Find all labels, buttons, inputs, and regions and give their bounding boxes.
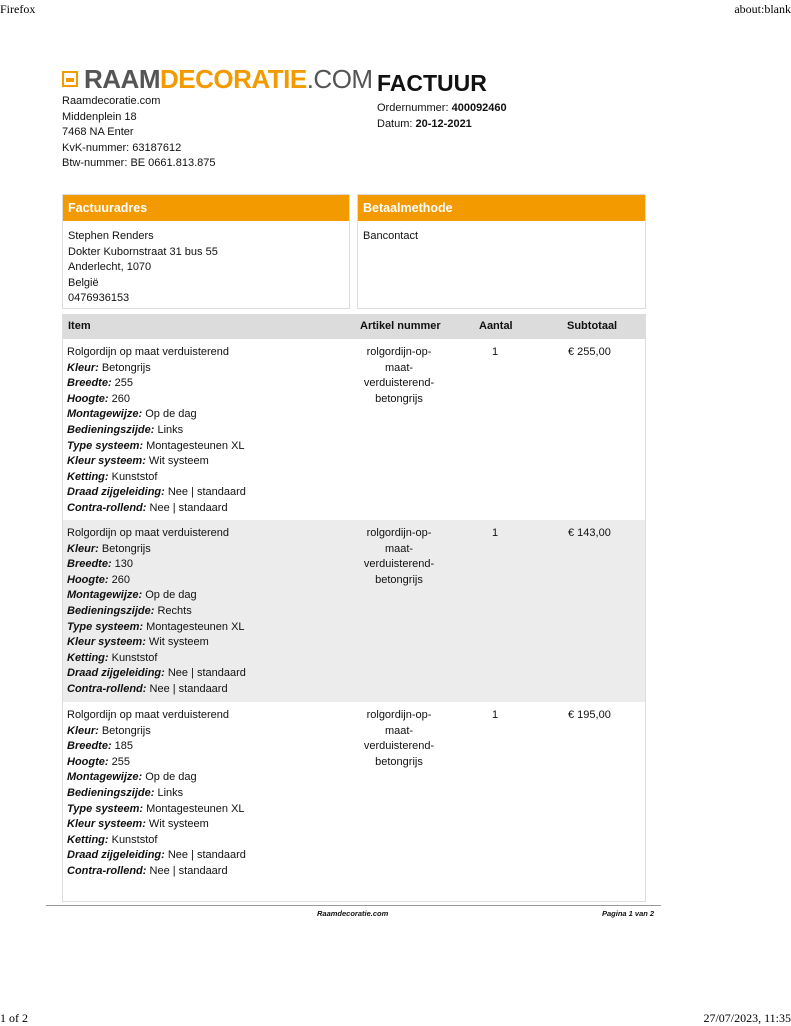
company-details bbox=[62, 94, 215, 172]
item-property bbox=[67, 573, 246, 589]
item-property-key: Breedte: bbox=[67, 558, 112, 571]
item-property-value: Wit systeem bbox=[145, 455, 209, 468]
article-line: verduisterend- bbox=[363, 740, 435, 753]
item-subtotal: € 195,00 bbox=[568, 709, 611, 721]
item-property bbox=[67, 392, 246, 408]
item-property bbox=[67, 407, 246, 423]
item-property-value: 255 bbox=[111, 377, 134, 390]
header-item: Item bbox=[68, 320, 91, 332]
footer-page: Pagina 1 van 2 bbox=[602, 909, 655, 918]
item-property-value: Nee | standaard bbox=[146, 501, 228, 514]
item-property-key: Kleur: bbox=[67, 724, 99, 737]
item-property-key: Type systeem: bbox=[67, 439, 144, 452]
items-table bbox=[62, 314, 646, 902]
company-street: Middenplein 18 bbox=[62, 110, 137, 123]
invoice-meta bbox=[377, 100, 507, 132]
billing-lines bbox=[63, 221, 349, 307]
article-line: verduisterend- bbox=[363, 558, 435, 571]
item-property-value: Op de dag bbox=[142, 408, 197, 421]
item-property-value: Links bbox=[154, 786, 184, 799]
item-description bbox=[67, 345, 246, 517]
item-property bbox=[67, 755, 246, 771]
company-name: Raamdecoratie.com bbox=[62, 95, 161, 107]
item-title: Rolgordijn op maat verduisterend bbox=[67, 346, 230, 358]
item-property bbox=[67, 724, 246, 740]
item-property-value: Montagesteunen XL bbox=[143, 620, 245, 633]
article-line: maat- bbox=[384, 542, 414, 555]
page-counter: 1 of 2 bbox=[0, 1011, 28, 1025]
item-property bbox=[67, 802, 246, 818]
item-property bbox=[67, 604, 246, 620]
order-label: Ordernummer: bbox=[377, 102, 449, 114]
item-property bbox=[67, 848, 246, 864]
item-property-key: Kleur: bbox=[67, 542, 99, 555]
item-property-key: Type systeem: bbox=[67, 620, 144, 633]
billing-line: 0476936153 bbox=[68, 292, 130, 304]
item-subtotal: € 255,00 bbox=[568, 346, 611, 358]
item-property-key: Bedieningszijde: bbox=[67, 604, 155, 617]
item-property-value: Montagesteunen XL bbox=[143, 802, 245, 815]
window-blind-icon bbox=[62, 71, 78, 87]
item-property-value: Kunststof bbox=[108, 833, 158, 846]
item-property-key: Draad zijgeleiding: bbox=[67, 667, 165, 680]
item-property-key: Ketting: bbox=[67, 651, 109, 664]
item-property-key: Bedieningszijde: bbox=[67, 786, 155, 799]
item-property-key: Hoogte: bbox=[67, 755, 109, 768]
table-row bbox=[63, 520, 645, 702]
item-property bbox=[67, 361, 246, 377]
item-property bbox=[67, 376, 246, 392]
billing-line: Anderlecht, 1070 bbox=[68, 261, 152, 273]
article-line: rolgordijn-op- bbox=[366, 709, 432, 721]
item-property bbox=[67, 682, 246, 698]
logo-wordmark: RAAMDECORATIE.COM bbox=[84, 64, 373, 94]
date-label: Datum: bbox=[377, 118, 413, 130]
item-property-value: 260 bbox=[108, 573, 130, 586]
item-property-key: Contra-rollend: bbox=[67, 864, 147, 877]
item-property-value: Nee | standaard bbox=[146, 864, 228, 877]
item-property-key: Kleur systeem: bbox=[67, 818, 146, 831]
item-property bbox=[67, 651, 246, 667]
item-property-key: Contra-rollend: bbox=[67, 682, 147, 695]
article-line: rolgordijn-op- bbox=[366, 527, 432, 539]
article-line: rolgordijn-op- bbox=[366, 346, 432, 358]
item-property-value: Links bbox=[154, 423, 184, 436]
item-description bbox=[67, 526, 246, 698]
item-property-value: Wit systeem bbox=[145, 636, 209, 649]
article-line: maat- bbox=[384, 724, 414, 737]
item-quantity: 1 bbox=[491, 709, 499, 721]
order-number: 400092460 bbox=[451, 102, 507, 114]
item-property-key: Montagewijze: bbox=[67, 408, 143, 421]
billing-line: Dokter Kubornstraat 31 bus 55 bbox=[68, 245, 218, 258]
item-property-key: Breedte: bbox=[67, 740, 112, 753]
item-property-key: Draad zijgeleiding: bbox=[67, 486, 165, 499]
item-property bbox=[67, 864, 246, 880]
item-quantity: 1 bbox=[491, 527, 499, 539]
billing-heading: Factuuradres bbox=[63, 195, 349, 221]
item-property-key: Ketting: bbox=[67, 833, 109, 846]
table-body bbox=[63, 339, 645, 883]
article-line: verduisterend- bbox=[363, 377, 435, 390]
company-city: 7468 NA Enter bbox=[62, 126, 134, 138]
item-property-value: Betongrijs bbox=[98, 542, 151, 555]
item-property bbox=[67, 786, 246, 802]
company-logo bbox=[62, 66, 373, 92]
article-line: maat- bbox=[384, 361, 414, 374]
item-property-key: Contra-rollend: bbox=[67, 501, 147, 514]
item-property-value: Rechts bbox=[154, 604, 192, 617]
item-property-key: Breedte: bbox=[67, 377, 112, 390]
item-property-key: Draad zijgeleiding: bbox=[67, 849, 165, 862]
item-property bbox=[67, 423, 246, 439]
item-property-value: Nee | standaard bbox=[164, 849, 246, 862]
item-article-number bbox=[353, 708, 445, 770]
item-property bbox=[67, 454, 246, 470]
company-kvk: KvK-nummer: 63187612 bbox=[62, 141, 182, 154]
item-quantity: 1 bbox=[491, 346, 499, 358]
item-property-key: Montagewijze: bbox=[67, 771, 143, 784]
footer-divider bbox=[46, 905, 661, 906]
item-article-number bbox=[353, 526, 445, 588]
header-qty: Aantal bbox=[479, 320, 513, 332]
article-line: betongrijs bbox=[375, 755, 423, 768]
item-property bbox=[67, 739, 246, 755]
item-subtotal: € 143,00 bbox=[568, 527, 611, 539]
item-description bbox=[67, 708, 246, 880]
item-property-key: Bedieningszijde: bbox=[67, 423, 155, 436]
billing-line: België bbox=[68, 276, 99, 289]
invoice-title: FACTUUR bbox=[377, 70, 487, 96]
item-article-number bbox=[353, 345, 445, 407]
billing-address-box bbox=[62, 194, 350, 309]
item-property-value: Kunststof bbox=[108, 651, 158, 664]
table-row bbox=[63, 339, 645, 520]
item-property-key: Kleur systeem: bbox=[67, 455, 146, 468]
item-property bbox=[67, 485, 246, 501]
billing-line: Stephen Renders bbox=[68, 230, 154, 242]
item-property-value: Kunststof bbox=[108, 470, 158, 483]
table-header bbox=[63, 314, 645, 339]
item-property bbox=[67, 635, 246, 651]
item-property-key: Kleur: bbox=[67, 361, 99, 374]
table-row bbox=[63, 702, 645, 883]
header-subtotal: Subtotaal bbox=[567, 320, 618, 332]
browser-url-label: about:blank bbox=[734, 2, 791, 16]
item-property bbox=[67, 770, 246, 786]
company-btw: Btw-nummer: BE 0661.813.875 bbox=[62, 157, 216, 169]
item-property bbox=[67, 666, 246, 682]
item-property-value: Wit systeem bbox=[145, 818, 209, 831]
item-property-value: Betongrijs bbox=[98, 724, 151, 737]
article-line: betongrijs bbox=[375, 392, 423, 405]
item-property-value: Montagesteunen XL bbox=[143, 439, 245, 452]
item-property-key: Hoogte: bbox=[67, 392, 109, 405]
item-property-key: Montagewijze: bbox=[67, 589, 143, 602]
item-property bbox=[67, 588, 246, 604]
payment-method: Bancontact bbox=[363, 230, 419, 242]
article-line: betongrijs bbox=[375, 573, 423, 586]
item-property bbox=[67, 557, 246, 573]
item-property-value: Op de dag bbox=[142, 589, 197, 602]
item-property-value: Betongrijs bbox=[98, 361, 151, 374]
item-property bbox=[67, 501, 246, 517]
item-property bbox=[67, 470, 246, 486]
item-property-value: Nee | standaard bbox=[164, 667, 246, 680]
print-datetime: 27/07/2023, 11:35 bbox=[703, 1011, 791, 1025]
item-property-key: Kleur systeem: bbox=[67, 636, 146, 649]
item-property-key: Hoogte: bbox=[67, 573, 109, 586]
item-property-value: Nee | standaard bbox=[164, 486, 246, 499]
browser-app-label: Firefox bbox=[0, 2, 36, 16]
item-property bbox=[67, 833, 246, 849]
header-article: Artikel nummer bbox=[360, 320, 441, 332]
payment-method-box bbox=[357, 194, 646, 309]
item-property-value: 130 bbox=[111, 558, 134, 571]
item-property bbox=[67, 817, 246, 833]
item-property bbox=[67, 542, 246, 558]
item-property-value: 260 bbox=[108, 392, 130, 405]
item-title: Rolgordijn op maat verduisterend bbox=[67, 527, 230, 539]
invoice-date: 20-12-2021 bbox=[415, 118, 472, 130]
payment-heading: Betaalmethode bbox=[358, 195, 645, 221]
item-property-key: Ketting: bbox=[67, 470, 109, 483]
item-property-value: 185 bbox=[111, 740, 134, 753]
footer-site: Raamdecoratie.com bbox=[317, 909, 389, 918]
item-property-value: 255 bbox=[108, 755, 130, 768]
item-property bbox=[67, 620, 246, 636]
item-title: Rolgordijn op maat verduisterend bbox=[67, 709, 230, 721]
item-property-value: Nee | standaard bbox=[146, 682, 228, 695]
item-property bbox=[67, 439, 246, 455]
item-property-key: Type systeem: bbox=[67, 802, 144, 815]
item-property-value: Op de dag bbox=[142, 771, 197, 784]
